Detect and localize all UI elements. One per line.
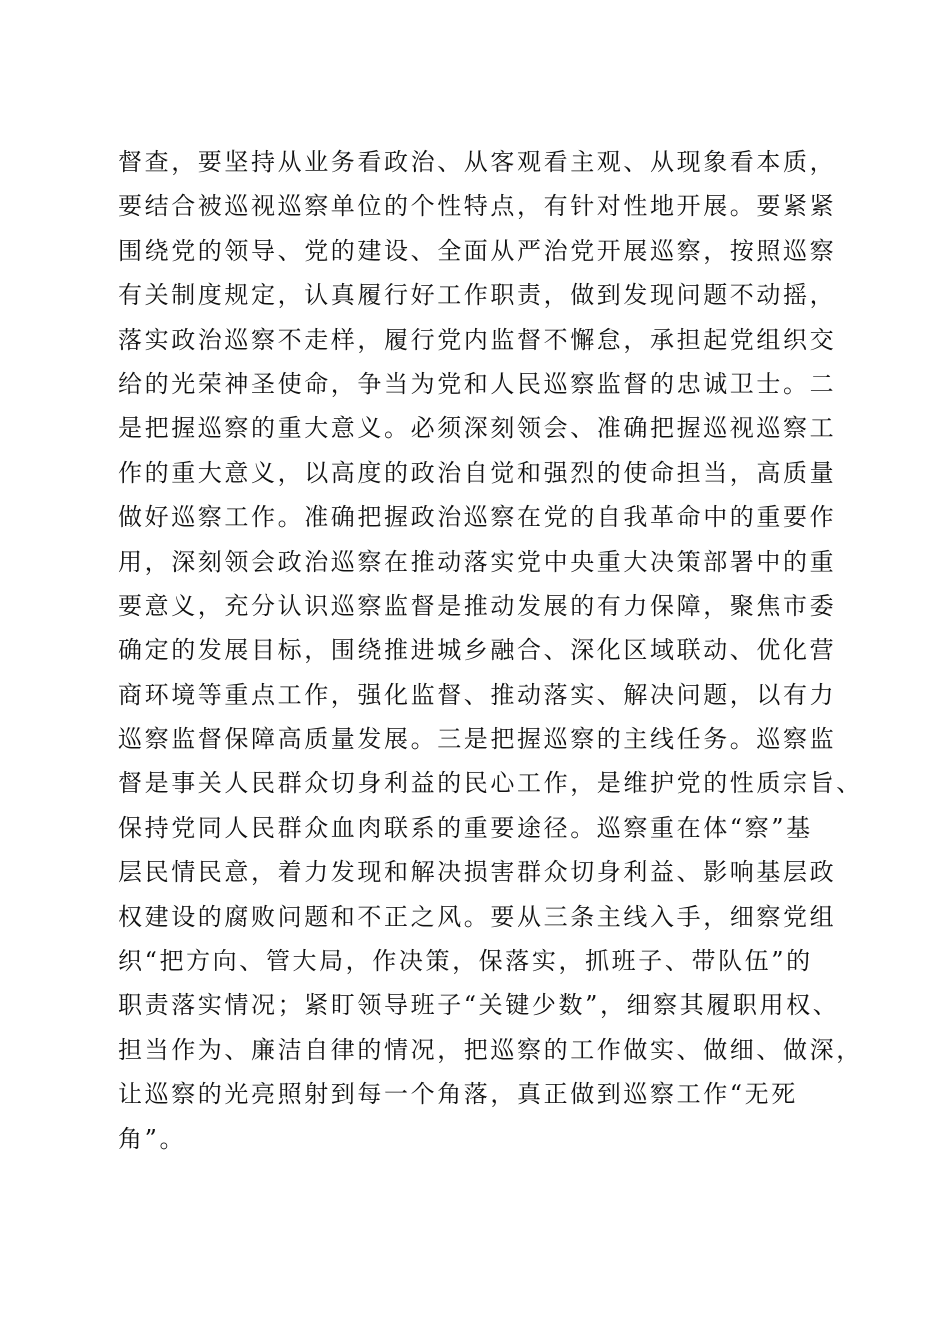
text-line: 给的光荣神圣使命，争当为党和人民巡察监督的忠诚卫士。二 (118, 369, 837, 398)
text-line: 要结合被巡视巡察单位的个性特点，有针对性地开展。要紧紧 (118, 192, 837, 221)
text-line: 职责落实情况；紧盯领导班子“关键少数”，细察其履职用权、 (118, 991, 840, 1020)
text-line: 让巡察的光亮照射到每一个角落，真正做到巡察工作“无死 (118, 1080, 798, 1109)
text-line: 落实政治巡察不走样，履行党内监督不懈怠，承担起党组织交 (118, 325, 837, 354)
text-line: 作的重大意义，以高度的政治自觉和强烈的使命担当，高质量 (118, 458, 837, 487)
text-line: 是把握巡察的重大意义。必须深刻领会、准确把握巡视巡察工 (118, 414, 837, 443)
text-line: 督查，要坚持从业务看政治、从客观看主观、从现象看本质， (118, 148, 837, 176)
text-line: 保持党同人民群众血肉联系的重要途径。巡察重在体“察”基 (118, 813, 813, 842)
text-line: 用，深刻领会政治巡察在推动落实党中央重大决策部署中的重 (118, 547, 837, 576)
text-line: 织“把方向、管大局，作决策，保落实，抓班子、带队伍”的 (118, 947, 813, 976)
text-line: 权建设的腐败问题和不正之风。要从三条主线入手，细察党组 (118, 902, 837, 931)
body-paragraph (118, 140, 863, 1161)
text-line: 督是事关人民群众切身利益的民心工作，是维护党的性质宗旨、 (118, 769, 863, 798)
text-line: 层民情民意，着力发现和解决损害群众切身利益、影响基层政 (118, 858, 837, 887)
text-line: 商环境等重点工作，强化监督、推动落实、解决问题，以有力 (118, 680, 837, 709)
text-line: 角”。 (118, 1124, 187, 1153)
text-line: 做好巡察工作。准确把握政治巡察在党的自我革命中的重要作 (118, 503, 837, 532)
text-line: 担当作为、廉洁自律的情况，把巡察的工作做实、做细、做深， (118, 1035, 863, 1064)
text-line: 要意义，充分认识巡察监督是推动发展的有力保障，聚焦市委 (118, 591, 837, 620)
text-line: 围绕党的领导、党的建设、全面从严治党开展巡察，按照巡察 (118, 236, 837, 265)
text-line: 确定的发展目标，围绕推进城乡融合、深化区域联动、优化营 (118, 636, 837, 665)
text-line: 巡察监督保障高质量发展。三是把握巡察的主线任务。巡察监 (118, 725, 837, 754)
text-line: 有关制度规定，认真履行好工作职责，做到发现问题不动摇， (118, 281, 837, 310)
